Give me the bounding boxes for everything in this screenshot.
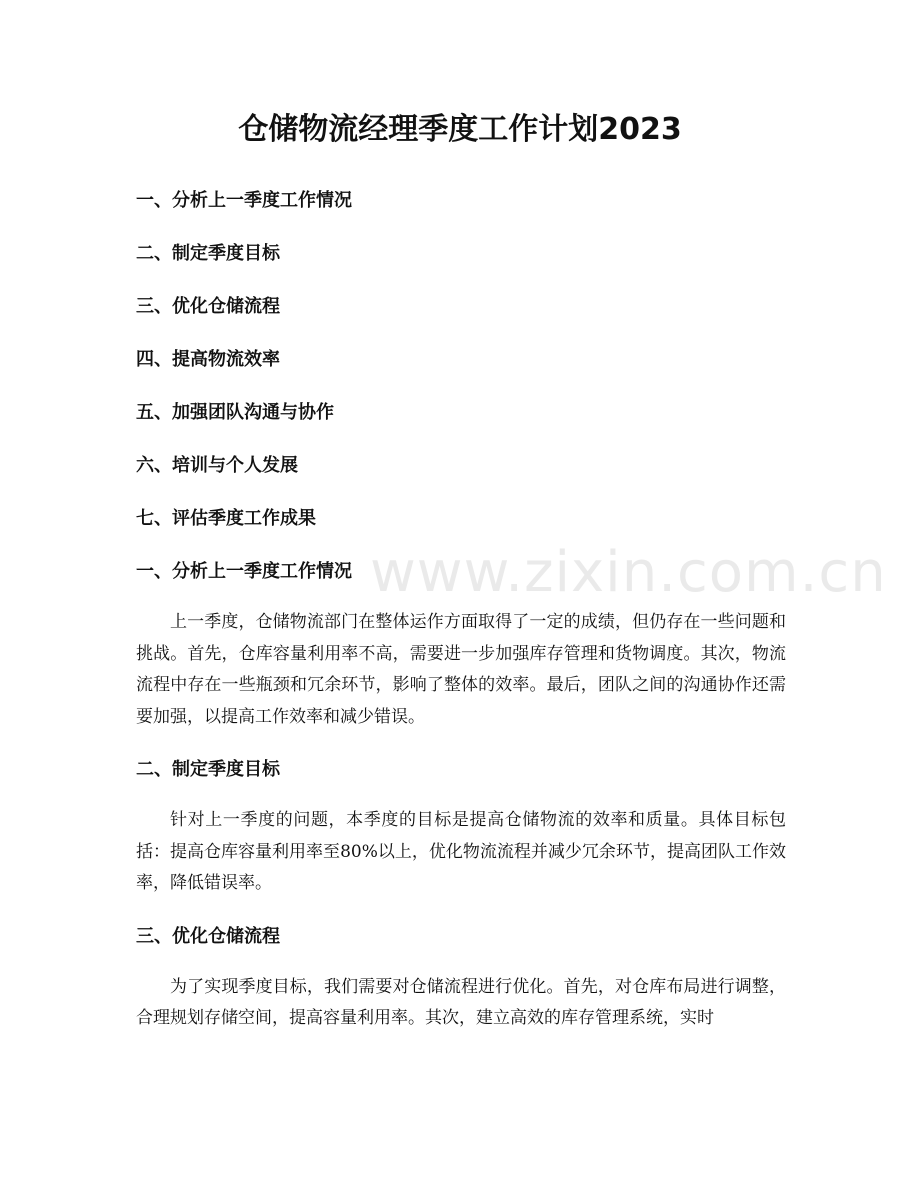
section-heading: 二、制定季度目标 <box>136 759 280 780</box>
toc-item: 三、优化仓储流程 <box>136 296 280 317</box>
document-title: 仓储物流经理季度工作计划2023 <box>238 112 682 147</box>
document-body <box>136 557 786 1057</box>
toc-item: 二、制定季度目标 <box>136 243 280 264</box>
toc-item: 一、分析上一季度工作情况 <box>136 190 352 211</box>
toc-item: 七、评估季度工作成果 <box>136 508 316 529</box>
section-heading: 一、分析上一季度工作情况 <box>136 561 352 582</box>
section-paragraph: 上一季度，仓储物流部门在整体运作方面取得了一定的成绩，但仍存在一些问题和挑战。首先，仓库容量利用率不高，需要进一步加强库存管理和货物调度。其次，物流流程中存在一些瓶颈和冗余环节，影响了整体的效率。最后，团队之间的沟通协作还需要加强，以提高工作效率和减少错误。 <box>136 612 786 727</box>
section-paragraph: 针对上一季度的问题，本季度的目标是提高仓储物流的效率和质量。具体目标包括：提高仓库容量利用率至80%以上，优化物流流程并减少冗余环节，提高团队工作效率，降低错误率。 <box>136 810 786 893</box>
section-paragraph: 为了实现季度目标，我们需要对仓储流程进行优化。首先，对仓库布局进行调整，合理规划存储空间，提高容量利用率。其次，建立高效的库存管理系统，实时 <box>136 976 786 1028</box>
watermark: www.zixin.com.cn <box>370 540 887 605</box>
section-heading: 三、优化仓储流程 <box>136 925 280 947</box>
toc-item: 六、培训与个人发展 <box>136 455 298 476</box>
table-of-contents <box>136 186 352 557</box>
toc-item: 四、提高物流效率 <box>136 349 280 370</box>
toc-item: 五、加强团队沟通与协作 <box>136 402 334 423</box>
